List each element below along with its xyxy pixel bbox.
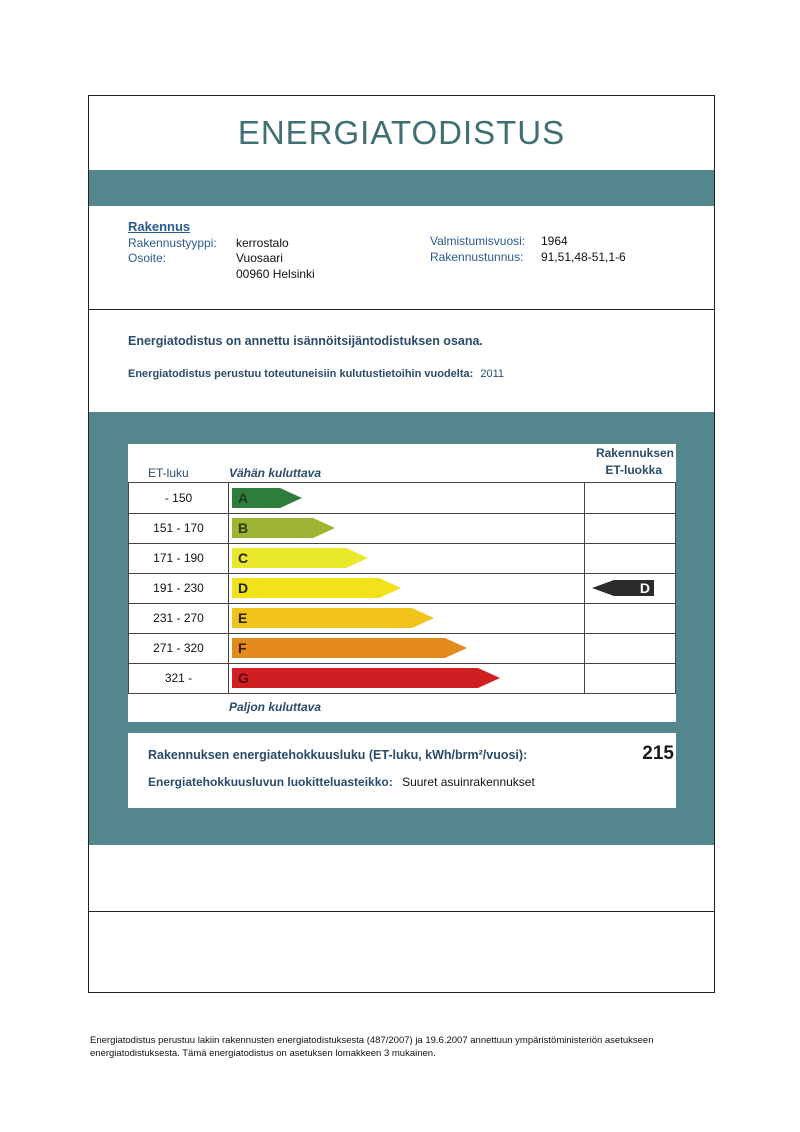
class-letter: F (232, 638, 445, 658)
marker-letter: D (614, 580, 654, 596)
legal-footer (90, 1034, 710, 1060)
footer-line2: energiatodistuksesta. Tämä energiatodistus on asetuksen lomakkeen 3 mukainen. (90, 1048, 436, 1059)
class-arrow-b (232, 518, 335, 538)
class-arrow-f (232, 638, 467, 658)
address-line2: 00960 Helsinki (236, 267, 315, 281)
arrow-tip (346, 548, 368, 568)
type-label: Rakennustyyppi: (128, 236, 217, 250)
top-band (89, 170, 714, 206)
building-class-marker (592, 580, 654, 596)
scale-line (148, 775, 535, 789)
scale-panel (128, 444, 676, 722)
arrow-tip (478, 668, 500, 688)
footer-line1: Energiatodistus perustuu lakiin rakennusten energiatodistuksesta (487/2007) ja 19.6.2007 annettuun ympäristöministeriön asetukseen (90, 1035, 654, 1046)
arrow-tip (313, 518, 335, 538)
scale-label: Energiatehokkuusluvun luokitteluasteikko: (148, 775, 393, 789)
class-arrow-e (232, 608, 434, 628)
class-arrow-c (232, 548, 368, 568)
arrow-tip (379, 578, 401, 598)
et-range: 191 - 230 (129, 573, 229, 603)
result-panel (128, 733, 676, 808)
class-letter: B (232, 518, 313, 538)
address-line1: Vuosaari (236, 251, 283, 265)
divider (89, 309, 714, 310)
scale-row (129, 603, 675, 634)
marker-tip (592, 580, 614, 596)
basis-line1: Energiatodistus on annettu isännöitsijäntodistuksen osana. (128, 334, 483, 348)
year-value: 1964 (541, 234, 568, 248)
et-label: Rakennuksen energiatehokkuusluku (ET-luku, kWh/brm²/vuosi): (148, 748, 528, 762)
id-value: 91,51,48-51,1-6 (541, 250, 626, 264)
id-label: Rakennustunnus: (430, 250, 524, 264)
certificate-title: ENERGIATODISTUS (237, 114, 566, 151)
scale-value: Suuret asuinrakennukset (402, 775, 535, 789)
et-range: - 150 (129, 483, 229, 513)
class-arrow-g (232, 668, 500, 688)
basis-line2-label: Energiatodistus perustuu toteutuneisiin kulutustietoihin vuodelta: (128, 368, 474, 380)
scale-row (129, 573, 675, 604)
scale-row (129, 513, 675, 544)
et-range: 271 - 320 (129, 633, 229, 663)
et-range: 171 - 190 (129, 543, 229, 573)
address-label: Osoite: (128, 251, 167, 265)
year-label: Valmistumisvuosi: (430, 234, 526, 248)
scale-row (129, 543, 675, 574)
high-consumption-label: Paljon kuluttava (229, 700, 322, 714)
scale-row (129, 663, 675, 693)
basis-line2 (128, 368, 504, 380)
class-header-2: ET-luokka (605, 463, 662, 477)
et-range: 231 - 270 (129, 603, 229, 633)
scale-grid (128, 482, 676, 694)
et-column-header: ET-luku (148, 466, 189, 480)
class-letter: G (232, 668, 478, 688)
arrow-tip (412, 608, 434, 628)
bottom-divider (89, 911, 714, 912)
class-column-divider (584, 483, 585, 693)
arrow-tip (445, 638, 467, 658)
type-value: kerrostalo (236, 236, 289, 250)
low-consumption-label: Vähän kuluttava (229, 466, 322, 480)
class-letter: C (232, 548, 346, 568)
class-arrow-a (232, 488, 302, 508)
certificate-frame (88, 95, 715, 993)
class-arrow-d (232, 578, 401, 598)
scale-row (129, 483, 675, 514)
basis-year: 2011 (480, 368, 505, 380)
et-range: 151 - 170 (129, 513, 229, 543)
class-letter: E (232, 608, 412, 628)
et-range: 321 - (129, 663, 229, 693)
et-value: 215 (642, 743, 674, 764)
scale-row (129, 633, 675, 664)
class-header-1: Rakennuksen (595, 446, 674, 460)
class-letter: D (232, 578, 379, 598)
building-heading: Rakennus (128, 219, 191, 234)
class-letter: A (232, 488, 280, 508)
arrow-tip (280, 488, 302, 508)
